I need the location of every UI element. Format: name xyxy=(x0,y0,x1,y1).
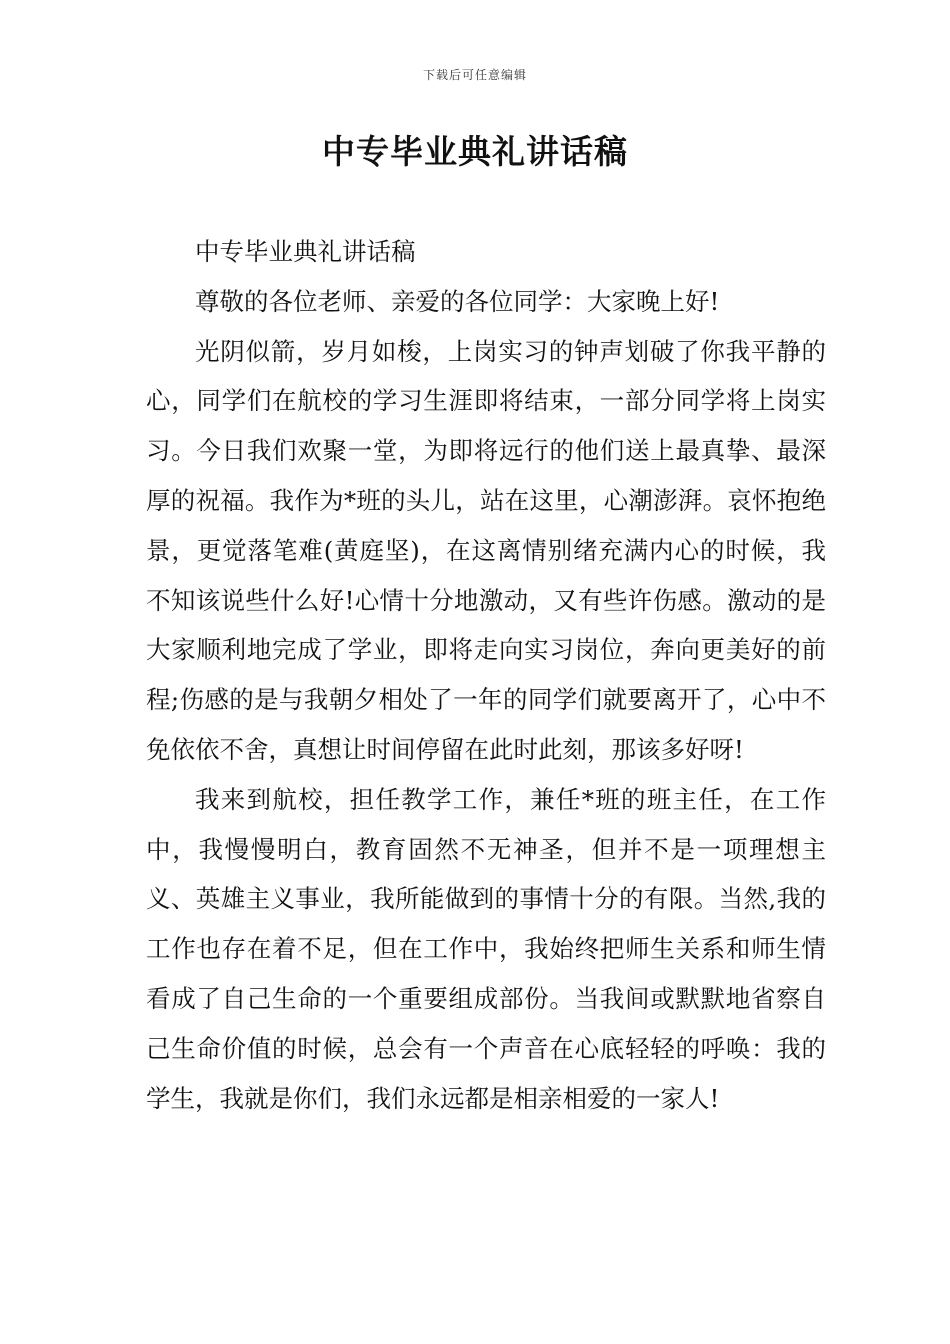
paragraph-subtitle: 中专毕业典礼讲话稿 xyxy=(195,237,416,266)
paragraph-greeting: 尊敬的各位老师、亲爱的各位同学：大家晚上好! xyxy=(195,286,720,316)
header-note: 下载后可任意编辑 xyxy=(422,68,527,82)
paragraph-body-2: 我来到航校，担任教学工作，兼任*班的班主任，在工作中，我慢慢明白，教育固然不无神圣，但并不是一项理想主义、英雄主义事业，我所能做到的事情十分的有限。当然,我的工作也存在着不足，但在工作中，我始终把师生关系和师生情看成了自己生命的一个重要组成部份。当我间或默默地省察自己生命价值的时候，总会有一个声音在心底轻轻的呼唤：我的学生，我就是你们，我们永远都是相亲相爱的一家人! xyxy=(146,784,826,1113)
document-body xyxy=(146,227,826,1123)
document-title: 中专毕业典礼讲话稿 xyxy=(322,132,628,171)
paragraph-body-1: 光阴似箭，岁月如梭，上岗实习的钟声划破了你我平静的心，同学们在航校的学习生涯即将结束，一部分同学将上岗实习。今日我们欢聚一堂，为即将远行的他们送上最真挚、最深厚的祝福。我作为*班的头儿，站在这里，心潮澎湃。哀怀抱绝景，更觉落笔难(黄庭坚)，在这离情别绪充满内心的时候，我不知该说些什么好!心情十分地激动，又有些许伤感。激动的是大家顺利地完成了学业，即将走向实习岗位，奔向更美好的前程;伤感的是与我朝夕相处了一年的同学们就要离开了，心中不免依依不舍，真想让时间停留在此时此刻，那该多好呀! xyxy=(146,336,826,764)
